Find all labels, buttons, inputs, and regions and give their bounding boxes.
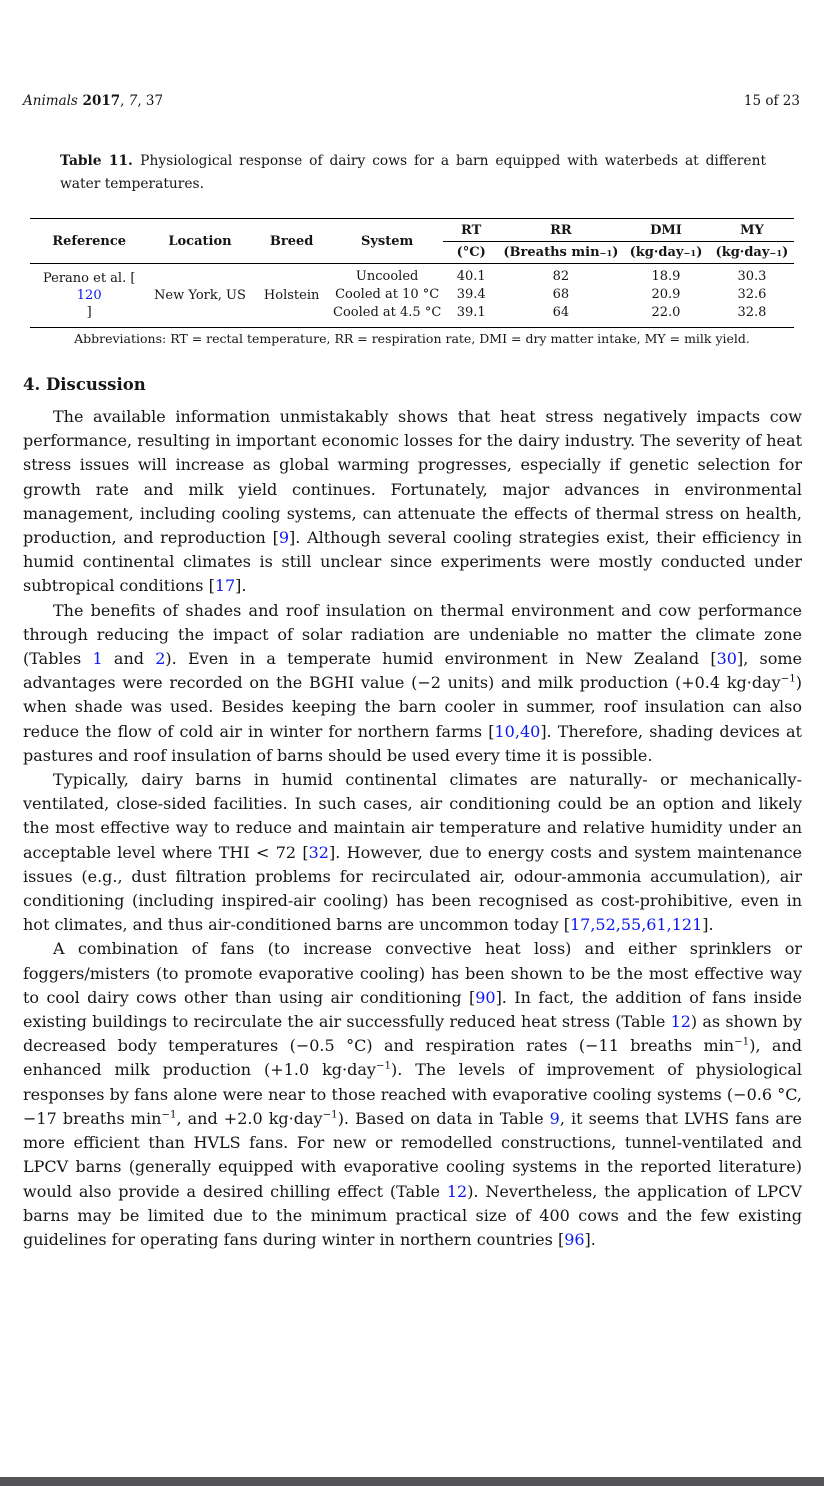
text-segment: , and +2.0 kg·day — [176, 1108, 323, 1128]
citation-link[interactable]: 17 — [214, 576, 236, 596]
text-segment: , 37 — [137, 93, 164, 109]
paragraph — [23, 599, 802, 768]
text-segment: ] — [86, 304, 92, 320]
text-segment: ]. However, due to energy costs and system maintenance issues (e.g., dust filtration problems for recirculated air, odour-ammonia accumulation), air conditioning (including inspired-air cooling) has been recognised as cost-prohibitive, even in hot climates, and thus air-conditioned barns are uncommon today [ — [23, 842, 803, 935]
text-segment: 2017 — [77, 93, 121, 109]
citation-link[interactable]: 120 — [76, 287, 102, 303]
dmi-value: 20.9 — [651, 287, 681, 302]
text-segment: Typically, dairy barns in humid continental climates are naturally- or mechanically-ventilated, close-sided facilities. In such cases, air conditioning could be an option and likely the most effective way to reduce and maintain air temperature and relative humidity under an acceptable level where THI < 72 [ — [23, 770, 802, 862]
text-segment: 7 — [128, 93, 138, 109]
text-segment: ). Based on data in Table — [337, 1108, 550, 1128]
text-segment: −1 — [161, 1108, 177, 1121]
paragraph — [23, 405, 802, 599]
citation-link[interactable]: 10,40 — [494, 721, 541, 741]
text-segment: −1 — [322, 1108, 338, 1121]
text-segment: Perano et al. [ — [42, 270, 136, 286]
unit-rr: (Breaths min −1 ) — [503, 245, 619, 260]
text-segment: −1 — [375, 1060, 392, 1073]
text-segment: Animals — [23, 93, 78, 109]
cell-breed: Holstein — [263, 287, 320, 303]
text-segment: ) as shown by decreased body temperatures (−0.5 °C) and respiration rates (−11 breaths min — [23, 1012, 802, 1056]
cell-location: New York, US — [154, 287, 246, 303]
cell-reference — [30, 268, 148, 322]
system-line: Cooled at 4.5 °C — [333, 305, 442, 320]
text-segment: Physiological response of dairy cows for a barn equipped with waterbeds at different water temperatures. — [60, 153, 766, 192]
dmi-value: 18.9 — [651, 269, 681, 284]
cell-my — [710, 268, 794, 322]
my-value: 32.8 — [737, 305, 767, 320]
text-segment: −1 — [734, 1035, 750, 1048]
paragraph — [23, 937, 802, 1252]
text-segment: ). Nevertheless, the application of LPCV barns may be limited due to the minimum practical size of 400 cows and the few existing guidelines for operating fans during winter in northern countries [ — [23, 1181, 802, 1249]
system-line: Uncooled — [355, 269, 419, 284]
page-number: 15 of 23 — [743, 93, 800, 109]
text-segment: , it seems that LVHS fans are more efficient than HVLS fans. For new or remodelled constructions, tunnel-ventilated and LPCV barns (generally equipped with evaporative cooling systems in the reported literature) would also provide a desired chilling effect (Table — [23, 1108, 803, 1201]
column-header-reference: Reference — [52, 233, 127, 249]
text-segment: ]. — [702, 915, 714, 935]
journal-citation — [23, 93, 163, 109]
text-segment: ]. In fact, the addition of fans inside existing buildings to recirculate the air successfully reduced heat stress (Table — [23, 987, 803, 1032]
table-row — [30, 264, 794, 328]
text-segment: ]. Although several cooling strategies exist, their efficiency in humid continental climates is still unclear since experiments were mostly conducted under subtropical conditions [ — [23, 528, 802, 596]
citation-link[interactable]: 30 — [716, 649, 737, 669]
column-header-breed: Breed — [269, 233, 314, 249]
text-segment: ) when shade was used. Besides keeping the barn cooler in summer, roof insulation can also reduce the flow of cold air in winter for northern farms [ — [23, 673, 802, 741]
body-text — [23, 405, 802, 1252]
citation-link[interactable]: 17,52,55,61,121 — [569, 915, 703, 935]
citation-link[interactable]: 12 — [670, 1012, 691, 1032]
text-segment: (Breaths min — [503, 245, 600, 260]
cell-rr — [500, 268, 622, 322]
metric-units-row — [443, 242, 794, 263]
citation-link[interactable]: 96 — [564, 1229, 585, 1249]
rr-value: 82 — [552, 269, 570, 284]
column-header-system: System — [360, 233, 414, 249]
text-segment: ]. — [584, 1229, 596, 1249]
column-header-location: Location — [168, 233, 232, 249]
metric-labels-row — [443, 219, 794, 242]
text-segment: −1 — [780, 672, 796, 685]
rt-value: 39.1 — [456, 305, 486, 320]
unit-my: (kg·day −1 ) — [715, 245, 789, 260]
citation-link[interactable]: 2 — [155, 649, 166, 669]
citation-link[interactable]: 1 — [92, 649, 103, 669]
text-segment: ]. — [235, 576, 247, 596]
metric-columns-group — [443, 219, 794, 263]
section-heading: 4. Discussion — [23, 375, 146, 394]
citation-link[interactable]: 90 — [475, 987, 496, 1007]
text-segment: ). The levels of improvement of physiological responses by fans alone were near to those reached with evaporative cooling systems (−0.6 °C, −17 breaths min — [23, 1060, 802, 1128]
citation-link[interactable]: 12 — [446, 1181, 468, 1201]
column-header-rt: RT — [461, 222, 482, 238]
running-head — [23, 93, 800, 109]
text-segment: A combination of fans (to increase convective heat loss) and either sprinklers or foggers/misters (to promote evaporative cooling) has been shown to be the most effective way to cool dairy cows other than using air conditioning [ — [23, 939, 802, 1007]
data-table — [30, 218, 794, 328]
text-segment: ) — [696, 245, 703, 260]
cell-system — [332, 268, 443, 322]
text-segment: and — [102, 649, 156, 669]
column-header-dmi: DMI — [650, 222, 682, 238]
text-segment: ) — [782, 245, 789, 260]
rr-value: 64 — [552, 305, 570, 320]
text-segment: ), and enhanced milk production (+1.0 kg·day — [23, 1036, 803, 1080]
rr-value: 68 — [552, 287, 570, 302]
table-header — [30, 219, 794, 264]
my-value: 32.6 — [737, 287, 767, 302]
table-footnote: Abbreviations: RT = rectal temperature, RR = respiration rate, DMI = dry matter intake, MY = milk yield. — [74, 331, 750, 346]
dmi-value: 22.0 — [651, 305, 681, 320]
paragraph — [23, 768, 802, 937]
rt-value: 39.4 — [456, 287, 486, 302]
table-caption — [60, 150, 766, 196]
system-line: Cooled at 10 °C — [335, 287, 440, 302]
rt-value: 40.1 — [456, 269, 486, 284]
column-header-rr: RR — [550, 222, 572, 238]
citation-link[interactable]: 9 — [549, 1108, 560, 1128]
citation-link[interactable]: 9 — [278, 528, 289, 548]
unit-dmi: (kg·day −1 ) — [629, 245, 703, 260]
cell-dmi — [622, 268, 710, 322]
text-segment: (°C) — [456, 245, 486, 260]
text-segment: Table 11. — [60, 153, 141, 169]
text-segment: The benefits of shades and roof insulation on thermal environment and cow performance through reducing the impact of solar radiation are undeniable no matter the climate zone (Tables — [23, 600, 802, 669]
text-segment: , — [120, 93, 129, 109]
unit-rt — [443, 242, 500, 263]
text-segment: ). Even in a temperate humid environment in New Zealand [ — [165, 649, 717, 669]
text-segment: ]. Therefore, shading devices at pastures and roof insulation of barns should be used every time it is possible. — [23, 721, 802, 765]
text-segment: ], some advantages were recorded on the BGHI value (−2 units) and milk production (+0.4 kg·day — [23, 649, 802, 693]
text-segment: The available information unmistakably shows that heat stress negatively impacts cow performance, resulting in important economic losses for the dairy industry. The severity of heat stress issues will increase as global warming progresses, especially if genetic selection for growth rate and milk yield continues. Fortunately, major advances in environmental management, including cooling systems, can attenuate the effects of thermal stress on health, production, and reproduction [ — [23, 407, 802, 548]
citation-link[interactable]: 32 — [308, 842, 329, 862]
text-segment: (kg·day — [715, 245, 770, 260]
text-segment: (kg·day — [629, 245, 684, 260]
column-header-my: MY — [740, 222, 764, 238]
text-segment: ) — [612, 245, 619, 260]
my-value: 30.3 — [737, 269, 767, 284]
bottom-bar — [0, 1477, 824, 1486]
cell-rt — [443, 268, 500, 322]
